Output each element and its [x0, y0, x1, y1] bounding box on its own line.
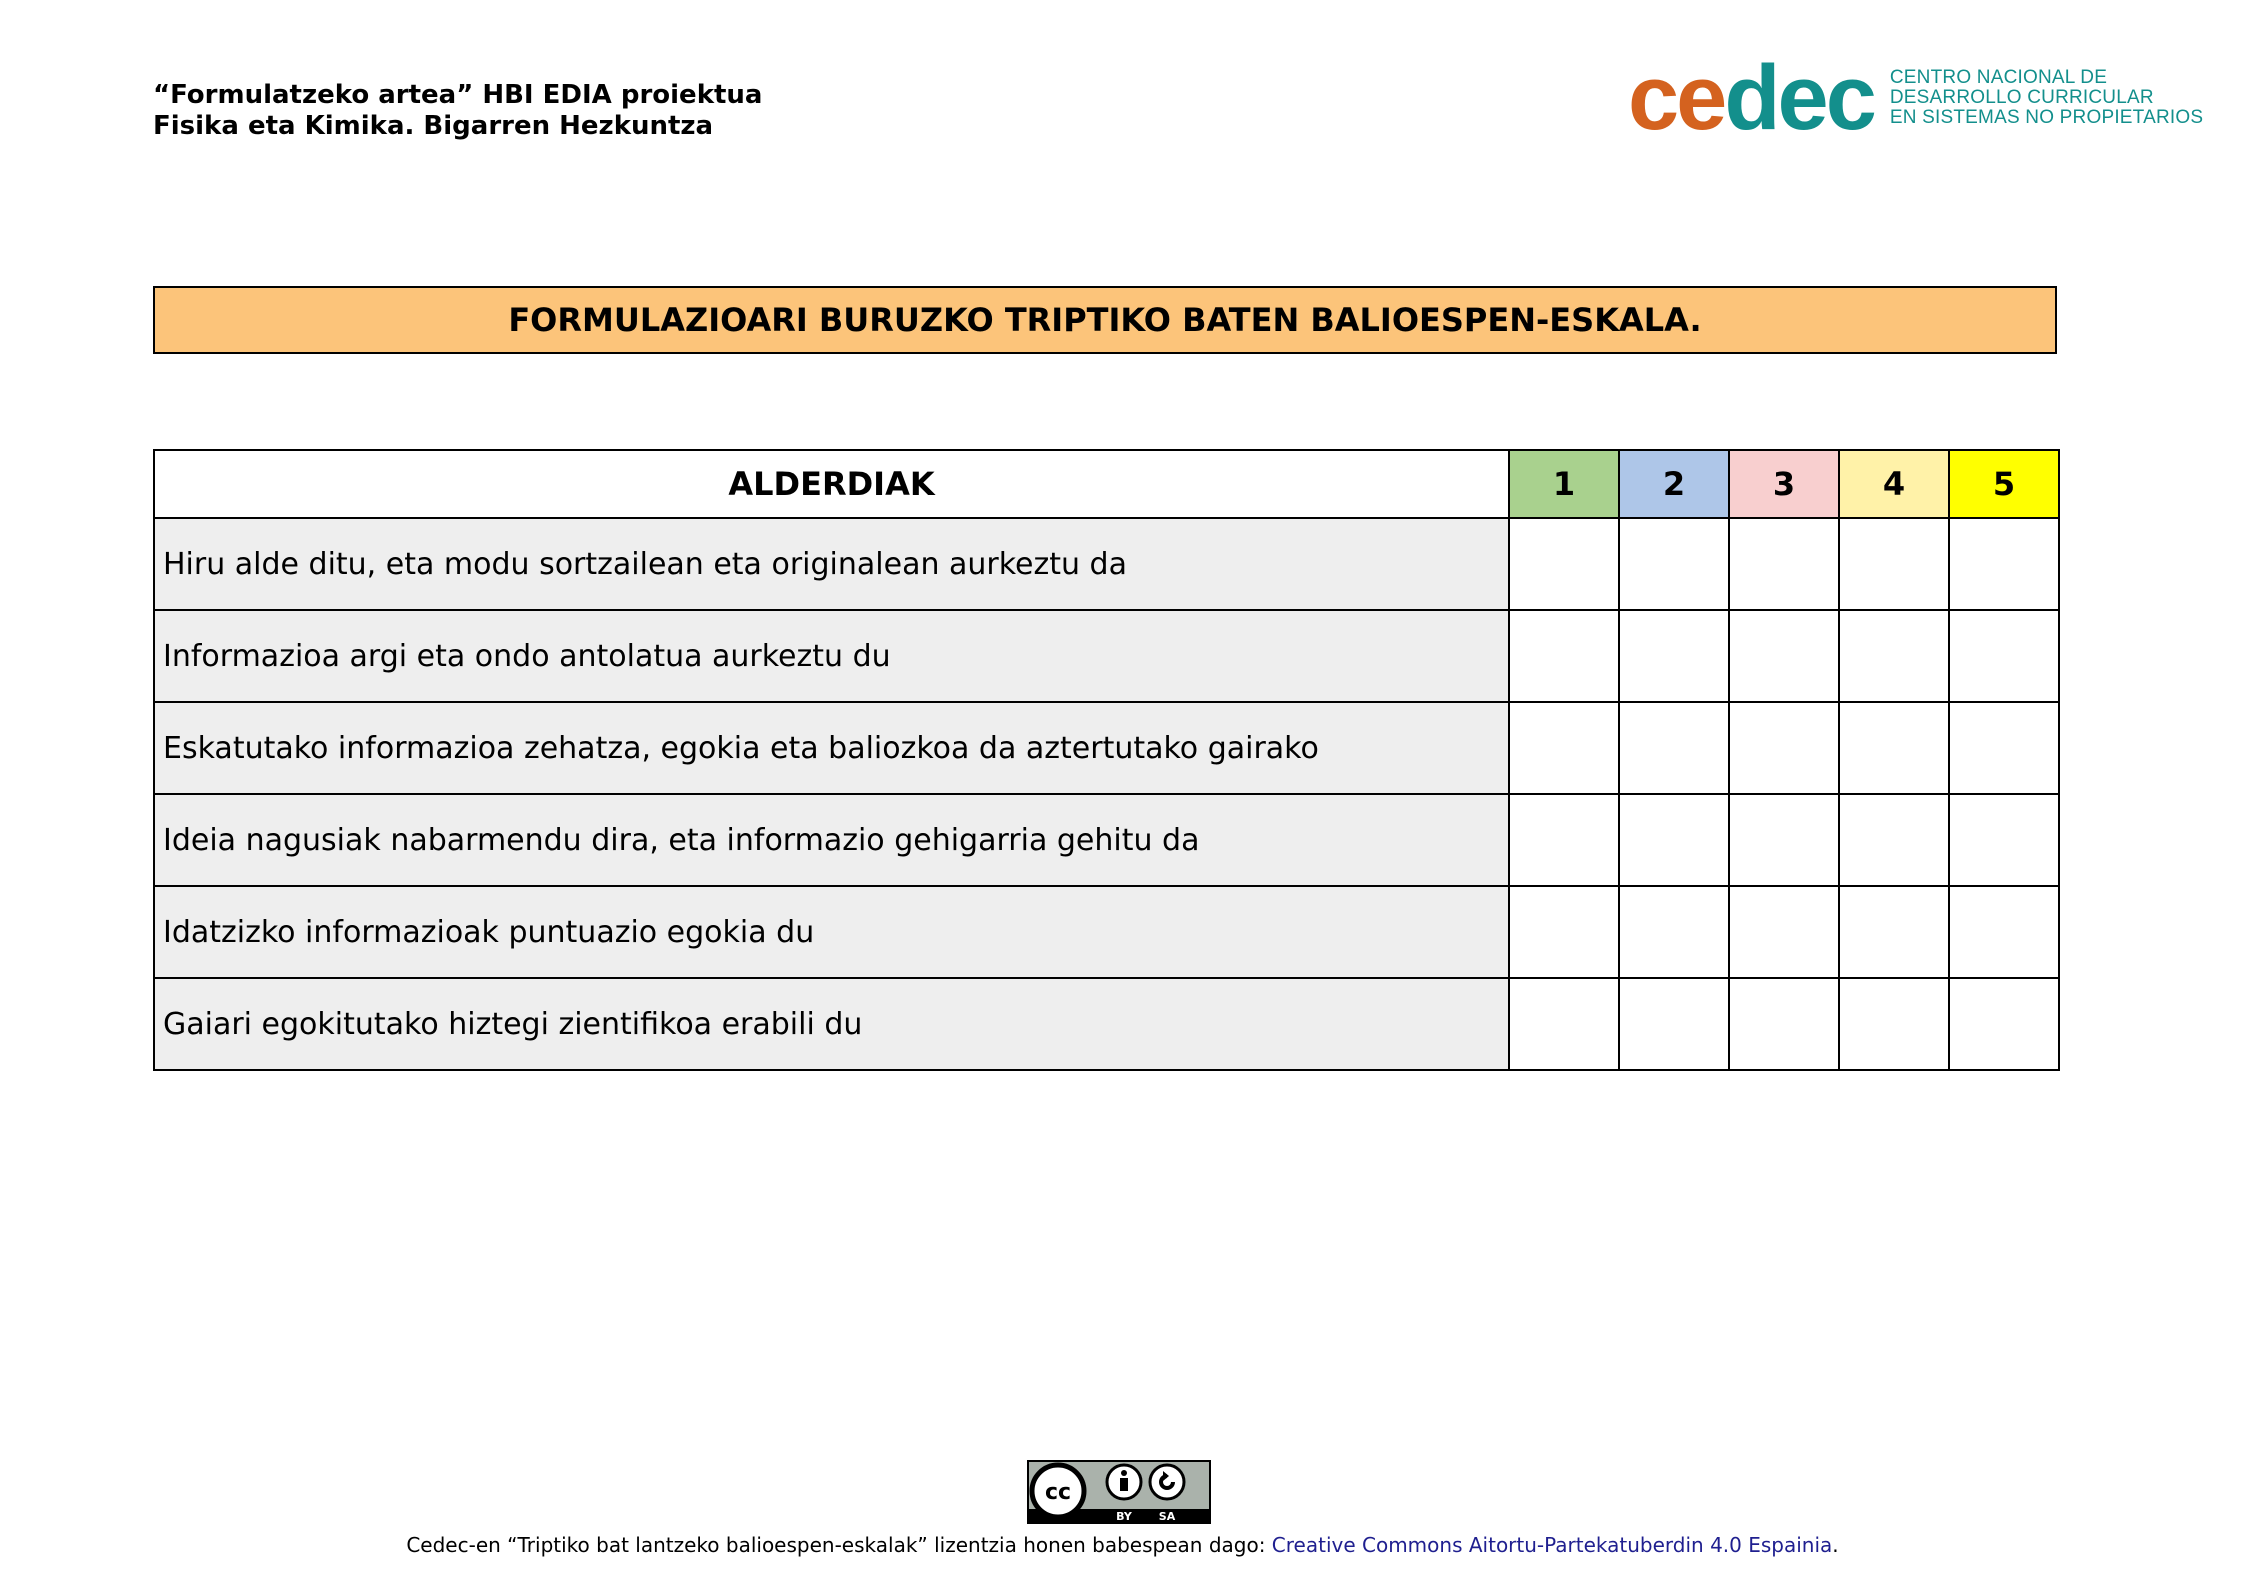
score-cell[interactable]: [1839, 702, 1949, 794]
score-cell[interactable]: [1509, 886, 1619, 978]
svg-text:BY: BY: [1116, 1510, 1132, 1523]
criterion-text: Informazioa argi eta ondo antolatua aurkeztu du: [154, 610, 1509, 702]
svg-text:cc: cc: [1044, 1480, 1072, 1505]
criterion-text: Idatzizko informazioak puntuazio egokia du: [154, 886, 1509, 978]
score-cell[interactable]: [1729, 978, 1839, 1070]
score-header-4: 4: [1839, 450, 1949, 518]
score-cell[interactable]: [1949, 886, 2059, 978]
score-cell[interactable]: [1619, 886, 1729, 978]
header-subject-line: Fisika eta Kimika. Bigarren Hezkuntza: [153, 111, 714, 141]
table-header-row: [154, 450, 2059, 518]
cedec-logo: [1628, 47, 2204, 149]
table-row: [154, 886, 2059, 978]
criterion-text: Ideia nagusiak nabarmendu dira, eta informazio gehigarria gehitu da: [154, 794, 1509, 886]
rubric-table: [153, 449, 2060, 1071]
score-cell[interactable]: [1729, 610, 1839, 702]
score-cell[interactable]: [1729, 886, 1839, 978]
score-cell[interactable]: [1619, 610, 1729, 702]
table-row: [154, 702, 2059, 794]
license-link[interactable]: Creative Commons Aitortu-Partekatuberdin 4.0 Espainia: [1271, 1533, 1833, 1557]
score-cell[interactable]: [1619, 794, 1729, 886]
score-header-3: 3: [1729, 450, 1839, 518]
score-cell[interactable]: [1729, 518, 1839, 610]
score-cell[interactable]: [1619, 978, 1729, 1070]
score-cell[interactable]: [1949, 702, 2059, 794]
cc-by-sa-icon: [1027, 1460, 1211, 1524]
score-cell[interactable]: [1949, 610, 2059, 702]
score-header-1: 1: [1509, 450, 1619, 518]
score-cell[interactable]: [1509, 978, 1619, 1070]
header-project-line: “Formulatzeko artea” HBI EDIA proiektua: [153, 80, 763, 110]
page-title: FORMULAZIOARI BURUZKO TRIPTIKO BATEN BALIOESPEN-ESKALA.: [153, 286, 2057, 354]
footer-end: .: [1832, 1533, 1839, 1557]
score-cell[interactable]: [1729, 794, 1839, 886]
score-cell[interactable]: [1839, 518, 1949, 610]
score-cell[interactable]: [1839, 610, 1949, 702]
score-cell[interactable]: [1949, 794, 2059, 886]
document-header: [153, 80, 762, 142]
license-footer: [0, 1533, 2245, 1557]
table-row: [154, 518, 2059, 610]
criterion-text: Gaiari egokitutako hiztegi zientifikoa erabili du: [154, 978, 1509, 1070]
cc-license-badge[interactable]: [1027, 1460, 1211, 1528]
score-cell[interactable]: [1839, 886, 1949, 978]
cedec-logo-wordmark: cedec: [1628, 47, 1874, 149]
table-row: [154, 794, 2059, 886]
footer-text: Cedec-en “Triptiko bat lantzeko balioespen-eskalak” lizentzia honen babespean dago:: [406, 1533, 1272, 1557]
score-cell[interactable]: [1619, 518, 1729, 610]
score-cell[interactable]: [1839, 978, 1949, 1070]
score-cell[interactable]: [1509, 518, 1619, 610]
score-cell[interactable]: [1949, 518, 2059, 610]
score-cell[interactable]: [1729, 702, 1839, 794]
table-row: [154, 978, 2059, 1070]
score-header-2: 2: [1619, 450, 1729, 518]
score-cell[interactable]: [1619, 702, 1729, 794]
cedec-logo-subtitle: CENTRO NACIONAL DE DESARROLLO CURRICULAR EN SISTEMAS NO PROPIETARIOS: [1889, 67, 2204, 128]
criterion-text: Eskatutako informazioa zehatza, egokia eta baliozkoa da aztertutako gairako: [154, 702, 1509, 794]
criterion-text: Hiru alde ditu, eta modu sortzailean eta originalean aurkeztu da: [154, 518, 1509, 610]
table-row: [154, 610, 2059, 702]
score-cell[interactable]: [1839, 794, 1949, 886]
score-cell[interactable]: [1509, 610, 1619, 702]
score-header-5: 5: [1949, 450, 2059, 518]
score-cell[interactable]: [1509, 702, 1619, 794]
score-cell[interactable]: [1949, 978, 2059, 1070]
score-cell[interactable]: [1509, 794, 1619, 886]
criteria-column-header: ALDERDIAK: [154, 450, 1509, 518]
svg-text:SA: SA: [1158, 1510, 1176, 1523]
